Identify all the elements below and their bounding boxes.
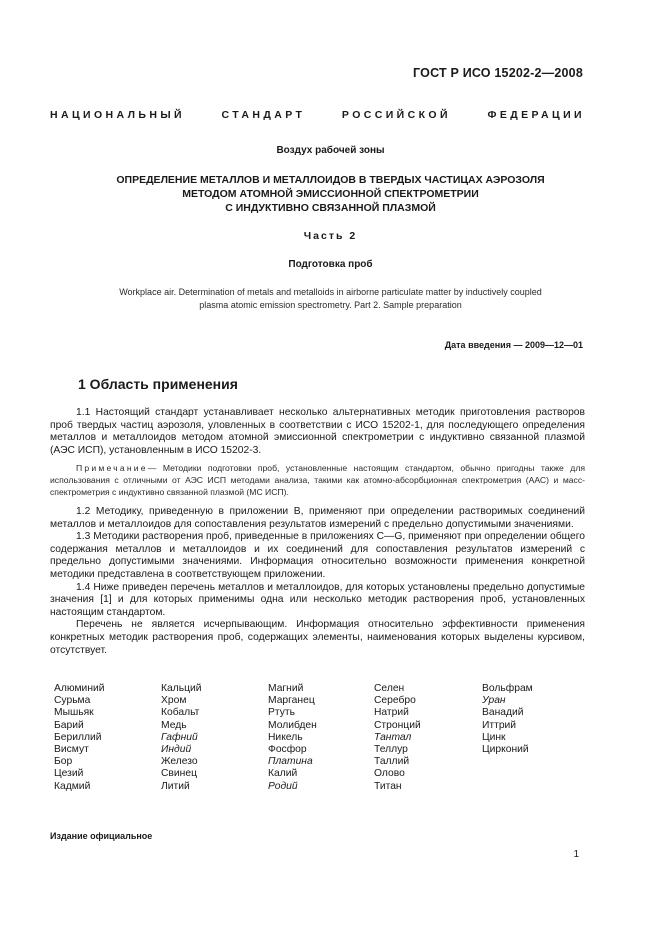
element-name: Селен [374,683,405,694]
element-name: Бериллий [54,731,102,743]
element-name: Висмут [54,744,89,756]
element-name: Натрий [374,707,409,719]
edition-label: Издание официальное [50,831,153,841]
element-name: Иттрий [482,719,517,731]
english-title [0,286,661,312]
paragraphs-1-2-to-1-4 [50,506,585,657]
title-line: ОПРЕДЕЛЕНИЕ МЕТАЛЛОВ И МЕТАЛЛОИДОВ В ТВЕРДЫХ ЧАСТИЦАХ АЭРОЗОЛЯ [116,174,545,186]
element-name: Тантал [374,731,412,743]
element-name: Мышьяк [54,707,94,719]
page-number: 1 [573,849,579,860]
element-name: Таллий [374,756,410,768]
element-name: Молибден [268,719,317,731]
element-name: Гафний [161,731,198,743]
elements-column-5 [482,683,533,756]
paragraph-text: 1.1 Настоящий стандарт устанавливает несколько альтернативных методик приготовления растворов проб твердых частиц аэрозоля, уловленных в соответствии с ИСО 15202-1, для последующего определения металлов и металлоидов методом атомной эмиссионной спектрометрии с индуктивно связанной плазмой (АЭС ИСП), установленным в ИСО 15202-3. [50,407,585,456]
paragraph-1-3: 1.3 Методики растворения проб, приведенные в приложениях С—G, применяют при определении общего содержания металлов и металлоидов и их соединений для сопоставления результатов измерений с предельно допустимыми значениями. Информация относительно возможности применения конкретной методики представлена в соответствующем приложении. [50,531,585,580]
element-name: Магний [268,683,304,694]
element-name: Фосфор [268,744,307,756]
element-name: Медь [161,719,187,731]
element-name: Хром [161,695,187,707]
elements-column-3 [268,683,317,793]
national-standard-heading: НАЦИОНАЛЬНЫЙ СТАНДАРТ РОССИЙСКОЙ ФЕДЕРАЦИИ [50,109,585,121]
element-name: Титан [374,780,402,792]
element-name: Вольфрам [482,683,533,694]
element-name: Ванадий [482,707,524,719]
document-subtitle: Воздух рабочей зоны [276,145,385,156]
elements-column-1 [54,683,105,793]
element-name: Серебро [374,695,416,707]
element-name: Стронций [374,719,421,731]
element-name: Литий [161,780,190,792]
elements-column-4 [374,683,421,793]
element-name: Калий [268,768,298,780]
element-name: Бор [54,756,73,768]
element-name: Марганец [268,695,315,707]
element-name: Ртуть [268,707,295,719]
note [50,462,585,498]
element-name: Индий [161,744,192,756]
paragraph-1-2: 1.2 Методику, приведенную в приложении В, применяют при определении растворимых соединений металлов и металлоидов для сопоставления результатов измерений с предельно допустимыми значениями. [50,506,585,530]
element-name: Алюминий [54,683,105,694]
effective-date: Дата введения — 2009—12—01 [444,340,583,350]
element-name: Кадмий [54,780,91,792]
document-title [0,173,661,215]
paragraph-1-1 [50,407,585,457]
element-name: Свинец [161,768,197,780]
elements-column-2 [161,683,202,793]
element-name: Платина [268,756,313,768]
element-name: Железо [161,756,198,768]
english-title-line: plasma atomic emission spectrometry. Part 2. Sample preparation [199,300,462,310]
element-name: Цезий [54,768,84,780]
note-label: Примечание [76,463,148,473]
standard-number: ГОСТ Р ИСО 15202-2—2008 [413,66,583,80]
element-name: Уран [482,695,506,707]
title-line: МЕТОДОМ АТОМНОЙ ЭМИССИОННОЙ СПЕКТРОМЕТРИИ [182,188,479,200]
element-name: Теллур [374,744,408,756]
element-name: Олово [374,768,405,780]
part-label: Часть 2 [303,230,358,242]
paragraph-1-4: 1.4 Ниже приведен перечень металлов и металлоидов, для которых установлены предельно допустимые значения [1] и для которых применимы одна или несколько методик растворения проб, установленных настоящим стандартом. [50,581,585,618]
element-name: Никель [268,731,303,743]
element-name: Кальций [161,683,202,694]
element-name: Цирконий [482,744,529,756]
english-title-line: Workplace air. Determination of metals and metalloids in airborne particulate matter by inductively coupled [119,287,542,297]
element-name: Сурьма [54,695,91,707]
paragraph-list-note: Перечень не является исчерпывающим. Информация относительно эффективности применения конкретных методик растворения проб, содержащих элементы, наименования которых выделены курсивом, отсутствует. [50,619,585,656]
part-title: Подготовка проб [288,259,373,270]
element-name: Кобальт [161,707,200,719]
section-title: 1 Область применения [78,376,238,392]
element-name: Цинк [482,731,506,743]
title-line: С ИНДУКТИВНО СВЯЗАННОЙ ПЛАЗМОЙ [225,202,436,214]
note-text: — Методики подготовки проб, установленные настоящим стандартом, обычно пригодны также для использования с отличными от АЭС ИСП методами анализа, такими как атомно-абсорбционная спектрометрия (ААС) и масс-спектрометрия с индуктивно связанной плазмой (МС ИСП). [50,463,585,497]
element-name: Родий [268,780,298,792]
element-name: Барий [54,719,84,731]
